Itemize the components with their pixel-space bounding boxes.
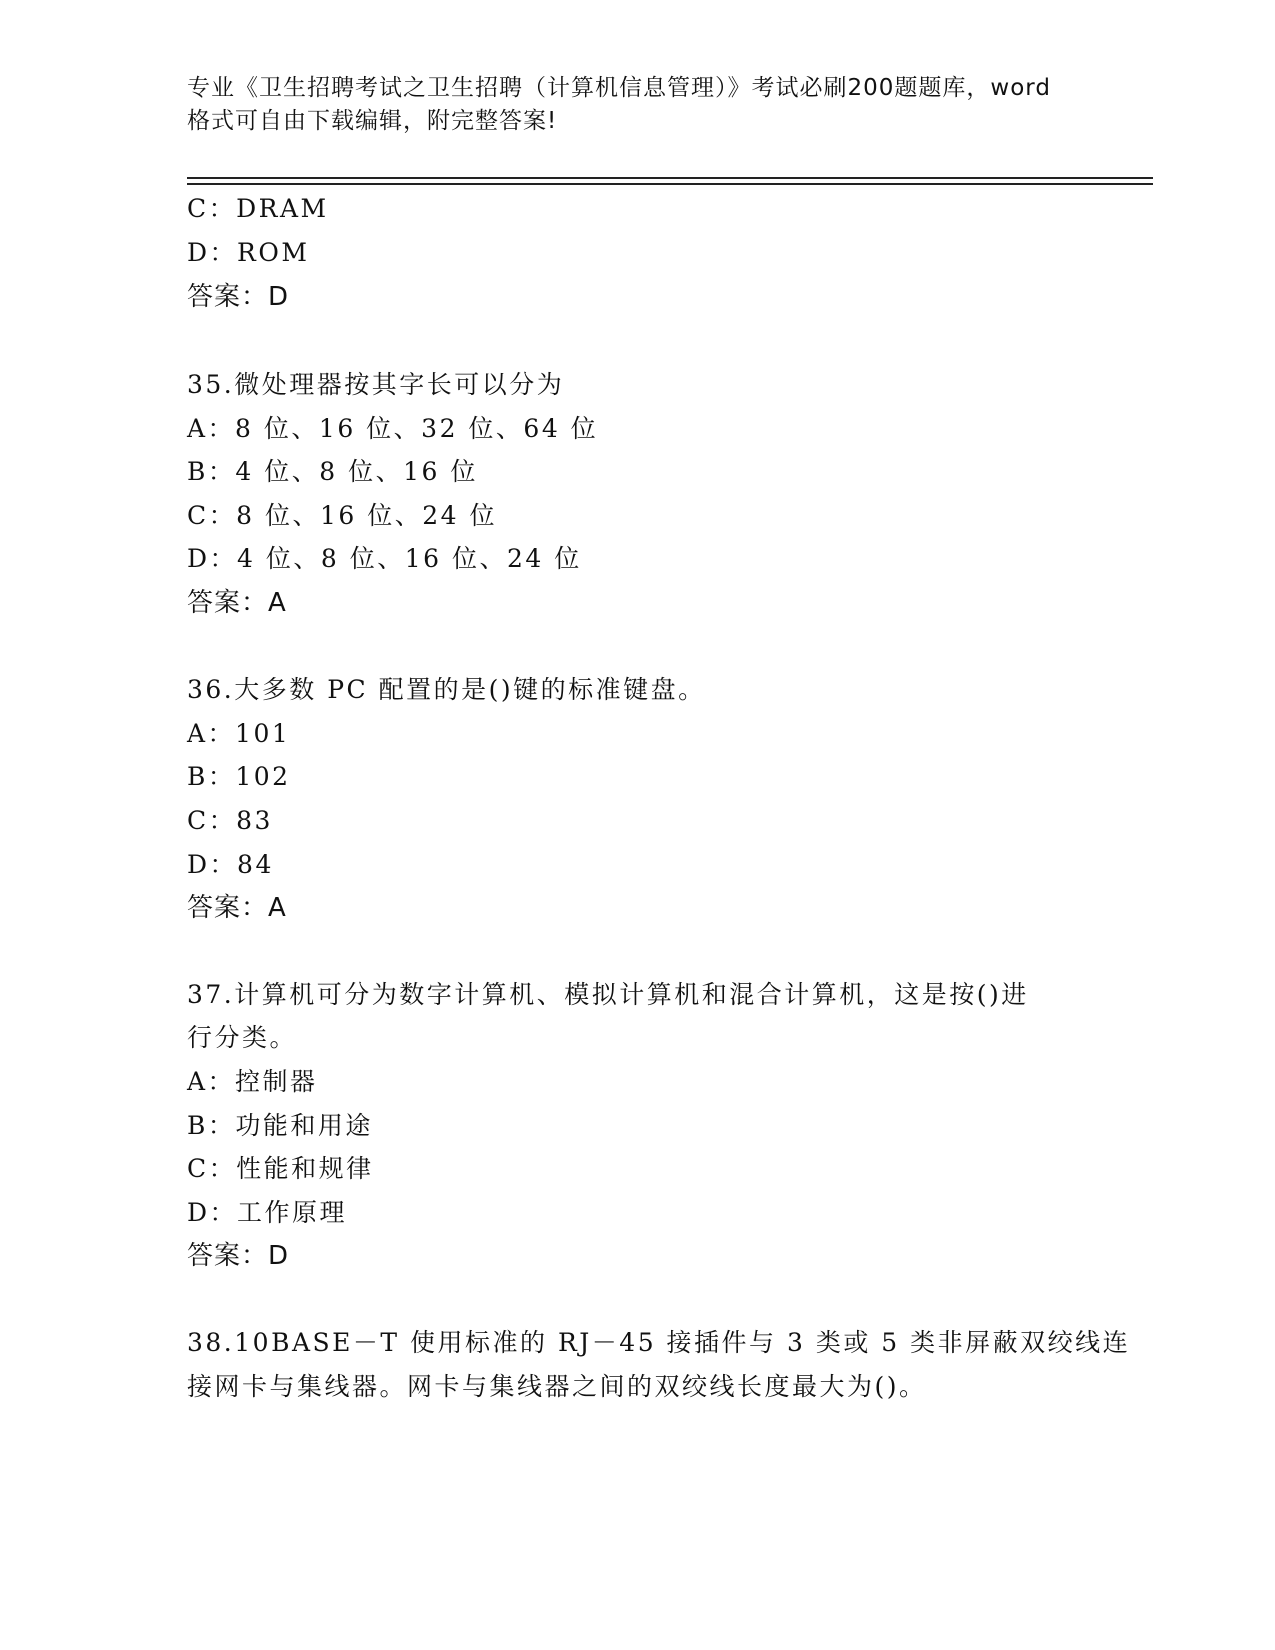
q36-question: 36.大多数 PC 配置的是()键的标准键盘。 xyxy=(187,675,706,704)
header-line-2: 格式可自由下载编辑，附完整答案! xyxy=(187,108,558,134)
q37-option-a: A：控制器 xyxy=(187,1067,318,1096)
q35-option-b: B：4 位、8 位、16 位 xyxy=(187,457,478,486)
q35-option-d: D：4 位、8 位、16 位、24 位 xyxy=(187,544,582,573)
q35-question: 35.微处理器按其字长可以分为 xyxy=(187,370,565,399)
q38-question-line-1: 38.10BASE－T 使用标准的 RJ－45 接插件与 3 类或 5 类非屏蔽双绞线连 xyxy=(187,1328,1131,1357)
q34-option-c: C：DRAM xyxy=(187,194,329,223)
q36-answer: 答案：A xyxy=(187,893,287,923)
header-rule-top xyxy=(187,177,1153,179)
q37-option-b: B：功能和用途 xyxy=(187,1111,373,1140)
q37-option-d: D：工作原理 xyxy=(187,1198,348,1227)
q38-question-line-2: 接网卡与集线器。网卡与集线器之间的双绞线长度最大为()。 xyxy=(187,1372,927,1401)
q36-option-d: D：84 xyxy=(187,850,274,879)
q35-answer: 答案：A xyxy=(187,588,287,618)
header-rule-bottom xyxy=(187,183,1153,185)
q34-answer: 答案：D xyxy=(187,282,290,312)
q36-option-b: B：102 xyxy=(187,762,291,791)
q37-answer: 答案：D xyxy=(187,1241,290,1271)
document-header xyxy=(187,72,1087,138)
q34-option-d: D：ROM xyxy=(187,238,310,267)
q37-question-line-1: 37.计算机可分为数字计算机、模拟计算机和混合计算机，这是按()进 xyxy=(187,980,1029,1009)
q35-option-c: C：8 位、16 位、24 位 xyxy=(187,501,497,530)
q35-option-a: A：8 位、16 位、32 位、64 位 xyxy=(187,414,599,443)
q36-option-a: A：101 xyxy=(187,719,291,748)
q37-question-line-2: 行分类。 xyxy=(187,1023,298,1052)
q37-option-c: C：性能和规律 xyxy=(187,1154,374,1183)
header-line-1: 专业《卫生招聘考试之卫生招聘（计算机信息管理）》考试必刷200题题库，word xyxy=(187,75,1051,101)
q36-option-c: C：83 xyxy=(187,806,273,835)
